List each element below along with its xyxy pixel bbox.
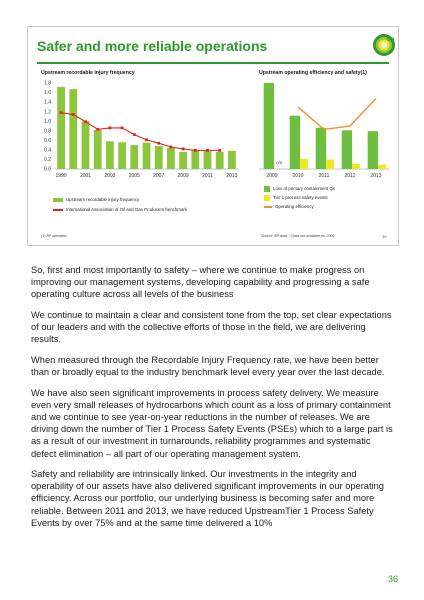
x-tick-label: 2011 xyxy=(202,173,213,179)
y-tick-label: 1.8 xyxy=(44,80,51,87)
chart-right-title: Upstream operating efficiency and safety(1) xyxy=(259,70,367,76)
bar-injury-frequency xyxy=(167,148,175,169)
annotation-na: n/a xyxy=(276,159,283,165)
legend-label: Operating efficiency xyxy=(275,204,314,209)
body-text xyxy=(31,264,397,537)
bar-injury-frequency xyxy=(118,142,126,169)
legend-label: Tier 1 process safety events xyxy=(273,195,328,201)
chart-left-title: Upstream recordable injury frequency xyxy=(41,70,135,76)
x-tick-label: 2012 xyxy=(344,173,356,179)
paragraph: When measured through the Recordable Injury Frequency rate, we have been better than or broadly equal to the industry benchmark level every year over the last decade. xyxy=(31,354,385,378)
footnote-left: (1) BP operated xyxy=(41,234,67,238)
bar-tier1-events xyxy=(326,160,334,169)
y-tick-label: 1.0 xyxy=(44,118,51,125)
bar-loss-of-containment xyxy=(316,128,326,169)
legend-left-line xyxy=(53,207,187,212)
slide-panel xyxy=(27,26,399,246)
bar-injury-frequency xyxy=(204,151,212,169)
bar-injury-frequency xyxy=(228,151,236,169)
bar-loss-of-containment xyxy=(264,83,274,169)
y-tick-label: 1.2 xyxy=(44,109,51,116)
y-tick-label: 0.8 xyxy=(44,128,51,135)
bar-injury-frequency xyxy=(155,146,163,169)
bar-injury-frequency xyxy=(94,130,102,169)
slide-number: 36 xyxy=(382,234,387,239)
chart-right xyxy=(253,77,393,187)
benchmark-point xyxy=(96,128,99,131)
x-tick-label: 2007 xyxy=(153,173,165,179)
legend-label: Loss of primary containment Qs xyxy=(273,186,335,192)
y-tick-label: 0.6 xyxy=(44,137,51,144)
legend-label: International Association of Oil and Gas Producers benchmark xyxy=(66,207,188,212)
footnote-right: Source: BP data; * Data not available for 2009 xyxy=(261,234,335,238)
benchmark-point xyxy=(206,149,209,152)
title-rule xyxy=(37,62,389,64)
bar-loss-of-containment xyxy=(290,116,300,169)
legend-swatch-bars xyxy=(53,198,63,202)
y-tick-label: 1.4 xyxy=(44,99,51,106)
x-tick-label: 1999 xyxy=(55,173,67,179)
benchmark-point xyxy=(72,113,75,116)
x-tick-label: 2013 xyxy=(370,173,382,179)
bar-loss-of-containment xyxy=(368,131,378,169)
x-tick-label: 2003 xyxy=(104,173,116,179)
x-tick-label: 2013 xyxy=(226,173,238,179)
paragraph: So, first and most importantly to safety – where we continue to make progress on improving our management systems, developing capability and progressing a safe operating culture across all levels of the business xyxy=(31,265,370,300)
chart-left xyxy=(33,77,243,187)
bar-injury-frequency xyxy=(106,141,114,169)
bar-injury-frequency xyxy=(82,121,90,169)
legend-right-efficiency xyxy=(264,204,314,209)
bar-injury-frequency xyxy=(191,150,199,169)
bar-injury-frequency xyxy=(216,152,224,169)
bar-injury-frequency xyxy=(179,152,187,169)
legend-swatch-loss xyxy=(264,186,270,192)
efficiency-line xyxy=(298,98,376,129)
y-tick-label: 0.0 xyxy=(44,166,51,173)
bar-injury-frequency xyxy=(130,145,138,169)
paragraph: Safety and reliability are intrinsically linked. Our investments in the integrity and operability of our assets have also delivered significant improvements in our operating efficiency. Across our portfolio, our underlying business is becoming safer and more reliable. Between 2011 and 2013, we have reduced UpstreamTier 1 Process Safety Events by over 75% and at the same time delivered a 10% xyxy=(31,469,384,528)
benchmark-point xyxy=(218,149,221,152)
legend-right-loss xyxy=(264,186,335,192)
x-tick-label: 2010 xyxy=(292,173,304,179)
benchmark-point xyxy=(109,127,112,130)
benchmark-point xyxy=(121,127,124,130)
benchmark-point xyxy=(170,146,173,149)
benchmark-point xyxy=(133,133,136,136)
bar-injury-frequency xyxy=(143,143,151,169)
legend-left-bars xyxy=(53,197,139,202)
x-tick-label: 2009 xyxy=(266,173,278,179)
benchmark-point xyxy=(145,138,148,141)
legend-swatch-line xyxy=(53,209,63,211)
y-tick-label: 1.6 xyxy=(44,90,51,97)
benchmark-point xyxy=(60,111,63,114)
slide-title: Safer and more reliable operations xyxy=(37,38,268,54)
benchmark-point xyxy=(84,120,87,123)
bp-helios-logo-icon xyxy=(372,33,396,57)
legend-label: Upstream recordable injury frequency xyxy=(66,197,140,202)
bar-tier1-events xyxy=(352,164,360,169)
svg-text:bp: bp xyxy=(387,37,395,43)
x-tick-label: 2001 xyxy=(79,173,92,179)
benchmark-point xyxy=(157,142,160,145)
paragraph: We have also seen significant improvements in process safety delivery. We measure even very small releases of hydrocarbons which count as a loss of primary containment and we continue to see year-on-year reductions in the number of releases. We are driving down the number of Tier 1 Process Safety Events (PSEs) which to a large part is as a result of our investment in turnarounds, reliability programmes and systematic defect elimination – all part of our operating management system. xyxy=(31,387,393,459)
x-tick-label: 2005 xyxy=(128,173,140,179)
page-number: 36 xyxy=(388,574,399,584)
bar-injury-frequency xyxy=(57,87,65,169)
bar-tier1-events xyxy=(300,159,308,169)
bar-tier1-events xyxy=(378,165,386,169)
benchmark-point xyxy=(182,148,185,151)
legend-swatch-tier1 xyxy=(264,195,270,201)
bar-injury-frequency xyxy=(69,89,77,169)
benchmark-point xyxy=(194,149,197,152)
paragraph: We continue to maintain a clear and consistent tone from the top, set clear expectations of our leaders and with the collective efforts of those in the field, we are delivering results. xyxy=(31,309,392,345)
legend-swatch-efficiency xyxy=(264,206,272,208)
y-tick-label: 0.2 xyxy=(44,157,51,164)
y-tick-label: 0.4 xyxy=(44,147,51,154)
x-tick-label: 2011 xyxy=(318,173,330,179)
bar-loss-of-containment xyxy=(342,130,352,169)
x-tick-label: 2009 xyxy=(177,173,189,179)
legend-right-tier1 xyxy=(264,195,328,201)
